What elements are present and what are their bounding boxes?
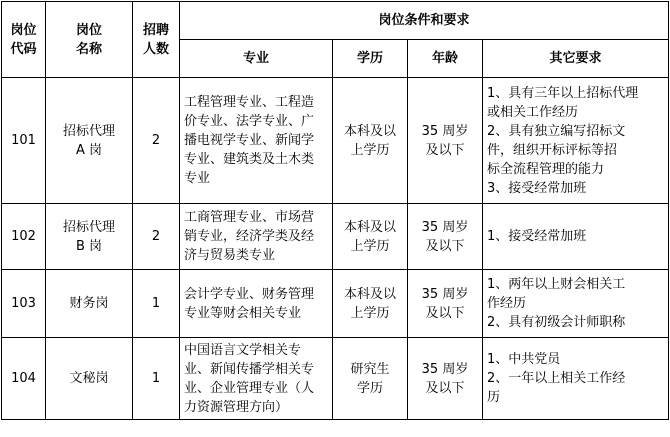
headcount: 2 — [133, 204, 180, 270]
education-requirement: 本科及以 上学历 — [333, 204, 408, 270]
position-code: 102 — [2, 204, 46, 270]
headcount: 2 — [133, 78, 180, 204]
education-requirement: 研究生 学历 — [333, 338, 408, 420]
position-code: 101 — [2, 78, 46, 204]
major-requirement: 工商管理专业、市场营 销专业，经济学类及经 济与贸易类专业 — [180, 204, 333, 270]
header-major: 专业 — [180, 40, 333, 78]
other-requirement: 1、中共党员 2、一年以上相关工作经 历 — [483, 338, 669, 420]
age-requirement: 35 周岁 及以下 — [408, 338, 483, 420]
table-row — [2, 270, 669, 338]
age-requirement: 35 周岁 及以下 — [408, 270, 483, 338]
header-name: 岗位 名称 — [46, 2, 133, 78]
position-name: 招标代理 B 岗 — [46, 204, 133, 270]
position-name: 文秘岗 — [46, 338, 133, 420]
headcount: 1 — [133, 270, 180, 338]
header-age: 年龄 — [408, 40, 483, 78]
headcount: 1 — [133, 338, 180, 420]
other-requirement: 1、接受经常加班 — [483, 204, 669, 270]
education-requirement: 本科及以 上学历 — [333, 270, 408, 338]
header-code: 岗位 代码 — [2, 2, 46, 78]
table-row — [2, 204, 669, 270]
job-requirements-table — [1, 1, 669, 420]
other-requirement: 1、具有三年以上招标代理 或相关工作经历 2、具有独立编写招标文 件，组织开标评标等招 标全流程管理的能力 3、接受经常加班 — [483, 78, 669, 204]
other-requirement: 1、两年以上财会相关工 作经历 2、具有初级会计师职称 — [483, 270, 669, 338]
position-code: 104 — [2, 338, 46, 420]
major-requirement: 中国语言文学相关专 业、新闻传播学相关专 业、企业管理专业（人 力资源管理方向） — [180, 338, 333, 420]
position-name: 招标代理 A 岗 — [46, 78, 133, 204]
major-requirement: 会计学专业、财务管理 专业等财会相关专业 — [180, 270, 333, 338]
table-row — [2, 78, 669, 204]
major-requirement: 工程管理专业、工程造 价专业、法学专业、广 播电视学专业、新闻学 专业、建筑类及土木类 专业 — [180, 78, 333, 204]
position-code: 103 — [2, 270, 46, 338]
age-requirement: 35 周岁 及以下 — [408, 78, 483, 204]
age-requirement: 35 周岁 及以下 — [408, 204, 483, 270]
header-row — [2, 2, 669, 40]
header-count: 招聘 人数 — [133, 2, 180, 78]
header-conditions: 岗位条件和要求 — [180, 2, 669, 40]
table-row — [2, 338, 669, 420]
header-other: 其它要求 — [483, 40, 669, 78]
header-education: 学历 — [333, 40, 408, 78]
education-requirement: 本科及以 上学历 — [333, 78, 408, 204]
position-name: 财务岗 — [46, 270, 133, 338]
